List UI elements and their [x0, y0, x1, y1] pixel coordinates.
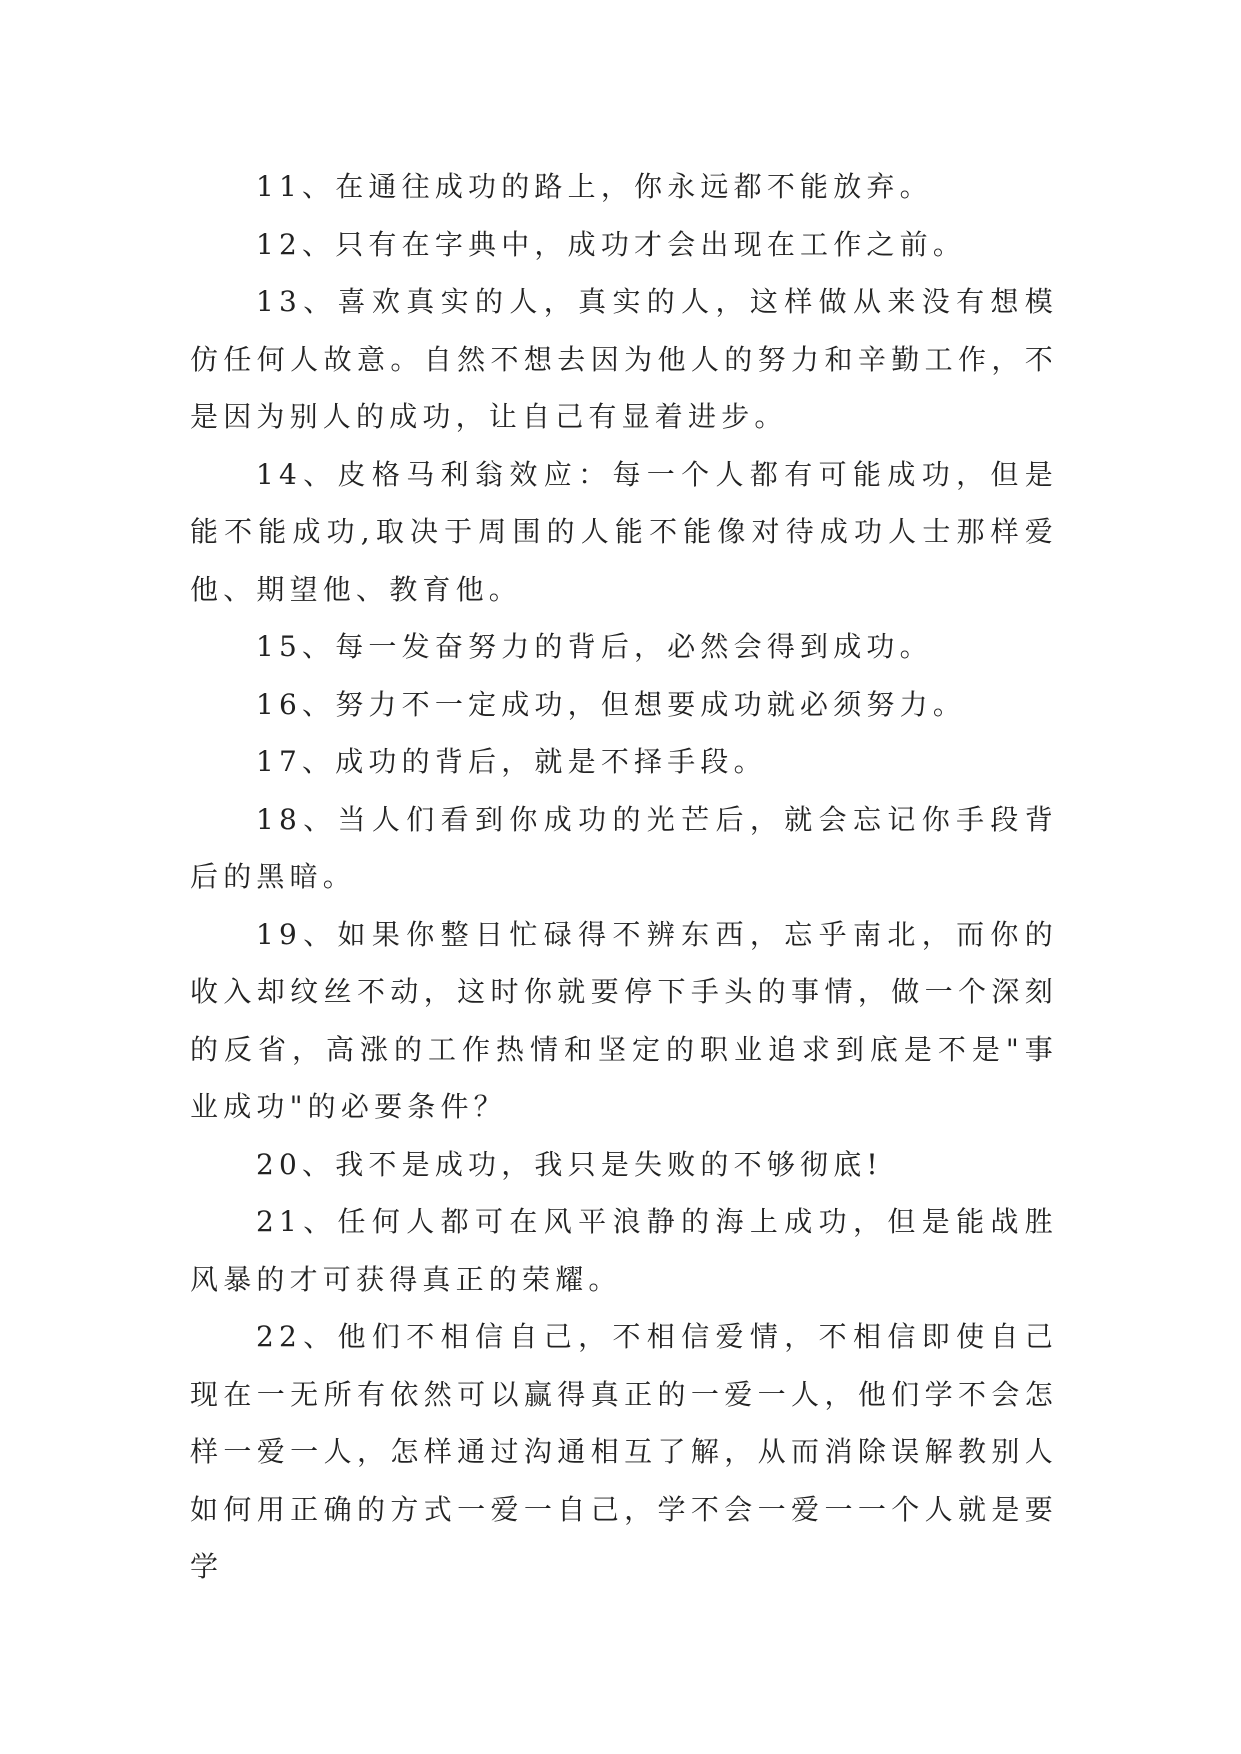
paragraph-17: 17、成功的背后，就是不择手段。: [256, 745, 767, 778]
document-body: [190, 158, 1058, 1596]
paragraph-18: 18、当人们看到你成功的光芒后，就会忘记你手段背后的黑暗。: [190, 802, 1058, 893]
paragraph-21: 21、任何人都可在风平浪静的海上成功，但是能战胜风暴的才可获得真正的荣耀。: [190, 1205, 1058, 1296]
paragraph-14: 14、皮格马利翁效应：每一个人都有可能成功，但是能不能成功,取决于周围的人能不能像对待成功人士那样爱他、期望他、教育他。: [190, 457, 1058, 606]
paragraph-22: 22、他们不相信自己，不相信爱情，不相信即使自己现在一无所有依然可以赢得真正的一爱一人，他们学不会怎样一爱一人，怎样通过沟通相互了解，从而消除误解教别人如何用正确的方式一爱一自己，学不会一爱一一个人就是要学: [190, 1320, 1058, 1583]
paragraph-20: 20、我不是成功，我只是失败的不够彻底!: [256, 1147, 883, 1181]
paragraph-16: 16、努力不一定成功，但想要成功就必须努力。: [256, 687, 967, 721]
paragraph-12: 12、只有在字典中，成功才会出现在工作之前。: [256, 227, 967, 261]
paragraph-13: 13、喜欢真实的人，真实的人，这样做从来没有想模仿任何人故意。自然不想去因为他人的努力和辛勤工作，不是因为别人的成功，让自己有显着进步。: [190, 285, 1058, 433]
paragraph-15: 15、每一发奋努力的背后，必然会得到成功。: [256, 630, 933, 663]
paragraph-19: 19、如果你整日忙碌得不辨东西，忘乎南北，而你的收入却纹丝不动，这时你就要停下手头的事情，做一个深刻的反省，高涨的工作热情和坚定的职业追求到底是不是"事业成功"的必要条件？: [190, 917, 1058, 1123]
paragraph-11: 11、在通往成功的路上，你永远都不能放弃。: [256, 170, 933, 203]
